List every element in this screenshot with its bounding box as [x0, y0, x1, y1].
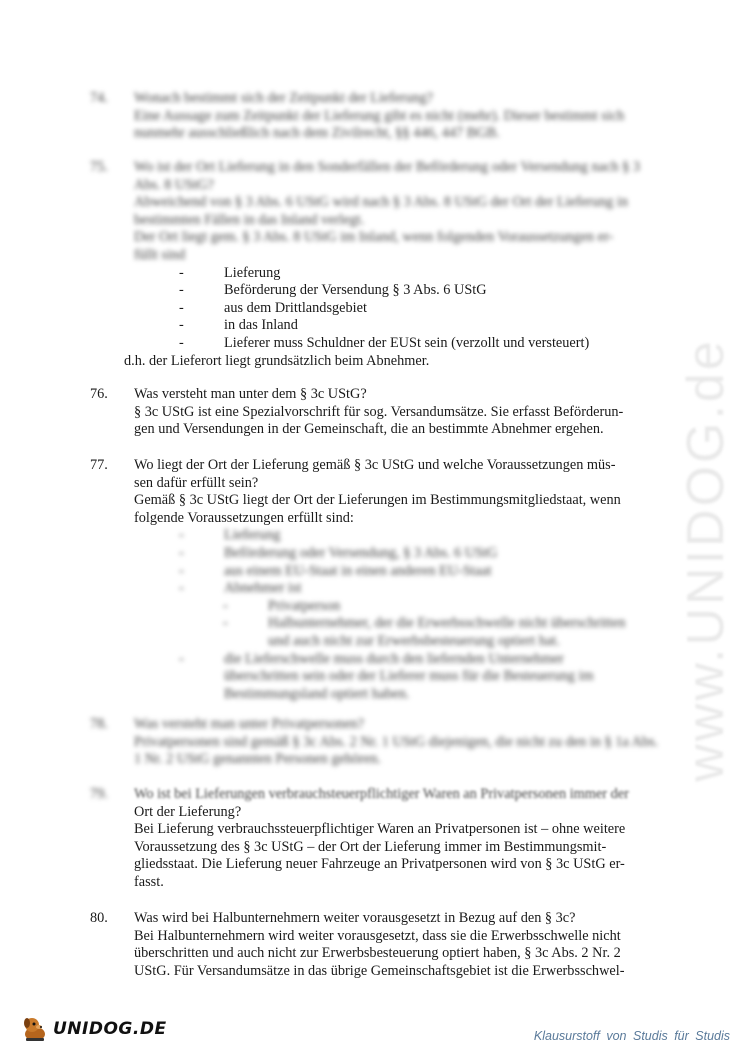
question-80	[90, 910, 660, 980]
question-text: Wo liegt der Ort der Lieferung gemäß § 3c UStG und welche Voraussetzungen müs- sen dafür erfüllt sein?	[134, 457, 616, 491]
question-number: 79.	[90, 786, 108, 802]
list-item: - Lieferung	[179, 264, 281, 281]
question-text: Was versteht man unter Privatpersonen?	[134, 716, 364, 732]
question-77	[90, 457, 660, 703]
list-item: - in das Inland	[179, 317, 298, 334]
watermark: www.UNIDOG.de	[677, 338, 735, 782]
unidog-logo	[20, 1014, 167, 1044]
answer-text: § 3c UStG ist eine Spezialvorschrift für sog. Versandumsätze. Sie erfasst Beförderun- gen und Versendungen in der Gemeinschaft, die an bestimmte Abnehmer ergehen.	[134, 403, 624, 438]
list-item: - die Lieferschwelle muss durch den liefernden Unternehmer überschritten sein oder der Lieferer muss für die Besteuerung im Bestimmungsland optiert haben.	[179, 650, 594, 702]
list-item: - Lieferung	[179, 527, 281, 544]
list-item: - Abnehmer ist	[179, 580, 302, 597]
answer-text: Abweichend von § 3 Abs. 6 UStG wird nach § 3 Abs. 8 UStG der Ort der Lieferung in bestimmten Fällen in das Inland verlegt. Der Ort liegt gem. § 3 Abs. 8 UStG im Inland, wenn folgenden Voraussetzungen er- füllt sind	[134, 194, 628, 263]
question-text: Was wird bei Halbunternehmern weiter vorausgesetzt in Bezug auf den § 3c?	[134, 910, 576, 926]
question-75	[90, 159, 660, 370]
logo-text: UNIDOG.DE	[53, 1019, 167, 1039]
requirements-list	[134, 527, 660, 703]
requirements-list	[134, 265, 660, 353]
answer-text: Eine Aussage zum Zeitpunkt der Lieferung gibt es nicht (mehr). Dieser bestimmt sich nunmehr ausschließlich nach dem Zivilrecht, §§ 446, 447 BGB.	[134, 107, 625, 142]
question-text: Was versteht man unter dem § 3c UStG?	[134, 386, 367, 402]
question-79	[90, 786, 660, 892]
list-item: - aus einem EU-Staat in einen anderen EU-Staat	[179, 562, 492, 579]
dog-icon	[20, 1014, 50, 1044]
answer-text: Bei Halbunternehmern wird weiter vorausgesetzt, dass sie die Erwerbsschwelle nicht überschritten und auch nicht zur Erwerbsbesteuerung optiert haben, § 3c Abs. 2 Nr. 2 UStG. Für Versandumsätze in das übrige Gemeinschaftsgebiet ist die Erwerbsschwel-	[134, 927, 625, 979]
question-76	[90, 386, 660, 439]
question-number: 75.	[90, 159, 108, 175]
question-78	[90, 716, 660, 769]
question-number: 78.	[90, 716, 108, 732]
question-text-continued: Ort der Lieferung?	[134, 803, 242, 820]
question-number: 74.	[90, 90, 108, 106]
list-item: - Lieferer muss Schuldner der EUSt sein (verzollt und versteuert)	[179, 334, 590, 351]
question-text: Wo ist bei Lieferungen verbrauchsteuerpflichtiger Waren an Privatpersonen immer der	[134, 786, 629, 802]
footer-tagline: Klausurstoff von Studis für Studis	[533, 1029, 730, 1043]
conclusion-text: d.h. der Lieferort liegt grundsätzlich beim Abnehmer.	[124, 352, 430, 369]
question-number: 77.	[90, 457, 108, 473]
list-item: - Beförderung oder Versendung, § 3 Abs. 6 UStG	[179, 544, 498, 561]
question-number: 76.	[90, 386, 108, 402]
answer-text: Gemäß § 3c UStG liegt der Ort der Lieferungen im Bestimmungsmitgliedstaat, wenn folgende Voraussetzungen erfüllt sind:	[134, 492, 621, 526]
list-subitem: - Privatperson	[223, 597, 341, 614]
list-item: - Beförderung der Versendung § 3 Abs. 6 UStG	[179, 282, 487, 299]
question-text: Wo ist der Ort Lieferung in den Sonderfällen der Beförderung oder Versendung nach § 3 Abs. 8 UStG?	[134, 159, 640, 193]
answer-text: Bei Lieferung verbrauchssteuerpflichtiger Waren an Privatpersonen ist – ohne weitere Voraussetzung des § 3c UStG – der Ort der Lieferung immer im Bestimmungsmit- gliedsstaat. Die Lieferung neuer Fahrzeuge an Privatpersonen wird von § 3c UStG er- fasst.	[134, 821, 626, 890]
answer-text: Privatpersonen sind gemäß § 3c Abs. 2 Nr. 1 UStG diejenigen, die nicht zu den in § 1a Abs. 1 Nr. 2 UStG genannten Personen gehören.	[134, 733, 659, 768]
question-number: 80.	[90, 910, 108, 926]
list-subitem: - Halbunternehmer, der die Erwerbsschwelle nicht überschritten und auch nicht zur Erwerbsbesteuerung optiert hat.	[223, 615, 626, 649]
question-text: Wonach bestimmt sich der Zeitpunkt der Lieferung?	[134, 90, 433, 106]
question-74	[90, 90, 660, 143]
list-item: - aus dem Drittlandsgebiet	[179, 299, 367, 316]
